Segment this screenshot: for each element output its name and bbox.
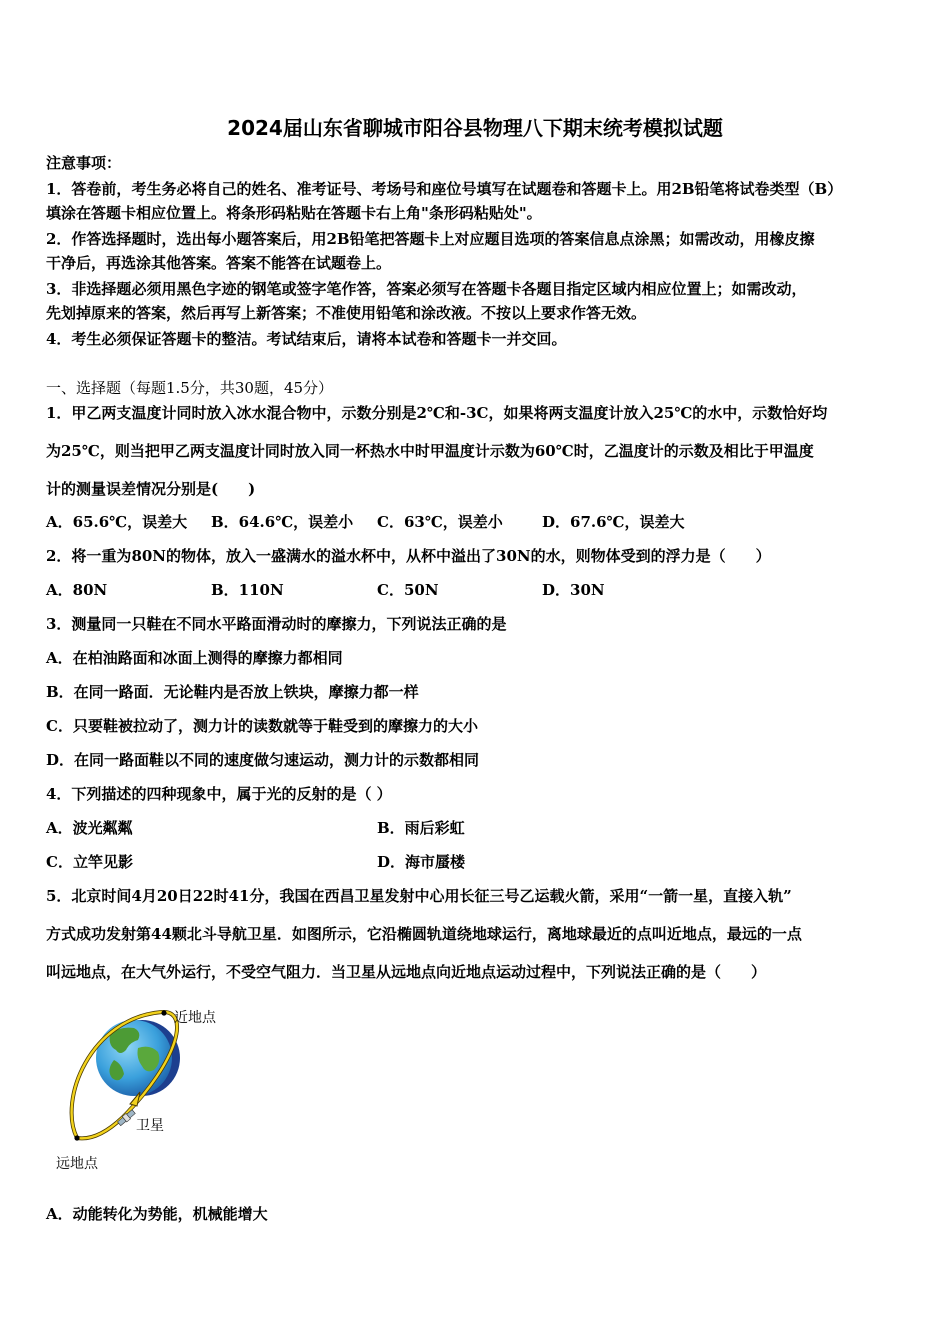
question-text: 5．北京时间4月20日22时41分，我国在西昌卫星发射中心用长征三号乙运载火箭，采用“一箭一星，直接入轨” [46, 887, 792, 905]
question-text: 1．甲乙两支温度计同时放入冰水混合物中，示数分别是2℃和-3C，如果将两支温度计放入25℃的水中，示数恰好均 [46, 404, 828, 422]
notice-line: 填涂在答题卡相应位置上。将条形码粘贴在答题卡右上角"条形码粘贴处"。 [46, 204, 542, 222]
option: A．动能转化为势能，机械能增大 [46, 1205, 268, 1223]
orbit-figure [50, 1000, 240, 1185]
notice-line: 4．考生必须保证答题卡的整洁。考试结束后，请将本试卷和答题卡一并交回。 [46, 330, 567, 348]
option: C．立竿见影 [46, 853, 133, 871]
notice-line: 干净后，再选涂其他答案。答案不能答在试题卷上。 [46, 254, 392, 272]
notice-heading: 注意事项： [46, 154, 122, 172]
notice-line: 2．作答选择题时，选出每小题答案后，用2B铅笔把答题卡上对应题目选项的答案信息点涂黑；如需改动，用橡皮擦 [46, 230, 815, 248]
notice-line: 1．答卷前，考生务必将自己的姓名、准考证号、考场号和座位号填写在试题卷和答题卡上。用2B铅笔将试卷类型（B） [46, 180, 843, 198]
notice-line: 3．非选择题必须用黑色字迹的钢笔或签字笔作答，答案必须写在答题卡各题目指定区域内相应位置上；如需改动， [46, 280, 807, 298]
option: B．在同一路面．无论鞋内是否放上铁块，摩擦力都一样 [46, 683, 419, 701]
exam-title: 2024届山东省聊城市阳谷县物理八下期末统考模拟试题 [227, 116, 723, 140]
option: A．80N [46, 581, 108, 599]
question-text: 为25℃，则当把甲乙两支温度计同时放入同一杯热水中时甲温度计示数为60℃时，乙温度计的示数及相比于甲温度 [46, 442, 814, 460]
option: D．30N [542, 581, 605, 599]
option: C．50N [377, 581, 439, 599]
question-text: 3．测量同一只鞋在不同水平路面滑动时的摩擦力，下列说法正确的是 [46, 615, 507, 633]
option: C．63℃，误差小 [377, 513, 503, 531]
apogee-label: 远地点 [56, 1156, 98, 1172]
question-text: 2．将一重为80N的物体，放入一盛满水的溢水杯中，从杯中溢出了30N的水，则物体受到的浮力是（ ） [46, 547, 771, 565]
option: B．110N [211, 581, 284, 599]
option: C．只要鞋被拉动了，测力计的读数就等于鞋受到的摩擦力的大小 [46, 717, 478, 735]
option: D．海市蜃楼 [377, 853, 466, 871]
section-heading: 一、选择题（每题1.5分，共30题，45分） [46, 379, 334, 397]
question-text: 4．下列描述的四种现象中，属于光的反射的是（ ） [46, 785, 392, 803]
question-text: 计的测量误差情况分别是( ) [46, 480, 256, 498]
option: B．雨后彩虹 [377, 819, 465, 837]
notice-line: 先划掉原来的答案，然后再写上新答案；不准使用铅笔和涂改液。不按以上要求作答无效。 [46, 304, 647, 322]
option: D．在同一路面鞋以不同的速度做匀速运动，测力计的示数都相同 [46, 751, 480, 769]
option: D．67.6℃，误差大 [542, 513, 685, 531]
question-text: 叫远地点，在大气外运行，不受空气阻力．当卫星从远地点向近地点运动过程中，下列说法正确的是（ ） [46, 963, 767, 981]
perigee-point [161, 1010, 166, 1015]
option: A．波光粼粼 [46, 819, 133, 837]
option: A．在柏油路面和冰面上测得的摩擦力都相同 [46, 649, 343, 667]
satellite-label: 卫星 [136, 1118, 164, 1134]
apogee-point [74, 1135, 79, 1140]
perigee-label: 近地点 [174, 1010, 216, 1026]
question-text: 方式成功发射第44颗北斗导航卫星．如图所示，它沿椭圆轨道绕地球运行，离地球最近的点叫近地点，最远的一点 [46, 925, 802, 943]
option: B．64.6℃，误差小 [211, 513, 354, 531]
option: A．65.6℃，误差大 [46, 513, 188, 531]
